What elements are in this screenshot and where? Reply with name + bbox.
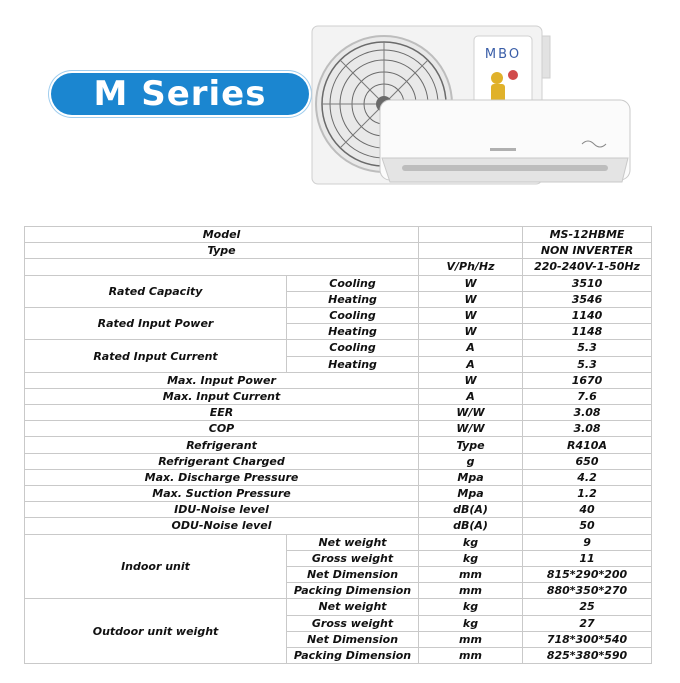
unit-cell: kg [419,550,523,566]
product-image [300,20,640,195]
unit-cell: kg [419,534,523,550]
type-label: Type [25,243,419,259]
indoor-unit-label: Indoor unit [25,534,287,599]
rated-capacity-label: Rated Capacity [25,275,287,307]
series-title: M Series [51,73,309,115]
mode-cell: Heating [287,324,419,340]
table-row [25,421,652,437]
value-cell: 3.08 [523,421,652,437]
value-cell: 650 [523,453,652,469]
value-cell: 7.6 [523,388,652,404]
value-cell: 4.2 [523,469,652,485]
rated-input-power-label: Rated Input Power [25,307,287,339]
table-row [25,307,652,323]
unit-cell: W [419,372,523,388]
value-cell: 1148 [523,324,652,340]
unit-cell: W/W [419,405,523,421]
table-row [25,502,652,518]
spec-label: COP [25,421,419,437]
item-cell: Packing Dimension [287,647,419,663]
value-cell: 5.3 [523,340,652,356]
value-cell: 3510 [523,275,652,291]
value-cell: 825*380*590 [523,647,652,663]
table-row [25,372,652,388]
value-cell: 3546 [523,291,652,307]
unit-cell: A [419,340,523,356]
unit-cell: g [419,453,523,469]
value-cell: 1.2 [523,486,652,502]
value-cell: 5.3 [523,356,652,372]
mode-cell: Heating [287,291,419,307]
mode-cell: Cooling [287,307,419,323]
spec-label: Refrigerant [25,437,419,453]
spec-table [24,226,652,664]
power-supply-value: 220-240V-1-50Hz [523,259,652,275]
spec-label: ODU-Noise level [25,518,419,534]
empty-cell [419,243,523,259]
table-row [25,534,652,550]
value-cell: 1140 [523,307,652,323]
unit-cell: Type [419,437,523,453]
unit-cell: Mpa [419,469,523,485]
spec-label: EER [25,405,419,421]
unit-cell: kg [419,615,523,631]
table-row [25,275,652,291]
spec-label: Max. Suction Pressure [25,486,419,502]
table-row [25,469,652,485]
value-cell: 1670 [523,372,652,388]
unit-cell: W [419,307,523,323]
value-cell: 9 [523,534,652,550]
unit-cell: W [419,275,523,291]
value-cell: 11 [523,550,652,566]
unit-cell: A [419,356,523,372]
mode-cell: Heating [287,356,419,372]
spec-label: IDU-Noise level [25,502,419,518]
unit-cell: dB(A) [419,502,523,518]
unit-cell: W [419,291,523,307]
value-cell: R410A [523,437,652,453]
item-cell: Gross weight [287,550,419,566]
unit-cell: A [419,388,523,404]
unit-cell: mm [419,631,523,647]
outdoor-unit-label: Outdoor unit weight [25,599,287,664]
table-row [25,227,652,243]
table-row [25,259,652,275]
table-row [25,518,652,534]
value-cell: 27 [523,615,652,631]
unit-cell: W/W [419,421,523,437]
model-label: Model [25,227,419,243]
type-value: NON INVERTER [523,243,652,259]
table-row [25,243,652,259]
item-cell: Net Dimension [287,631,419,647]
mode-cell: Cooling [287,275,419,291]
unit-cell: mm [419,583,523,599]
unit-cell: kg [419,599,523,615]
table-row [25,453,652,469]
unit-cell: dB(A) [419,518,523,534]
empty-cell [25,259,419,275]
unit-cell: Mpa [419,486,523,502]
indoor-unit-illustration [380,100,630,182]
unit-cell: mm [419,647,523,663]
model-value: MS-12HBME [523,227,652,243]
brand-logo: MBO [484,47,522,62]
value-cell: 25 [523,599,652,615]
table-row [25,486,652,502]
table-row [25,599,652,615]
item-cell: Packing Dimension [287,583,419,599]
item-cell: Net weight [287,534,419,550]
power-supply-unit: V/Ph/Hz [419,259,523,275]
spec-label: Refrigerant Charged [25,453,419,469]
spec-label: Max. Input Power [25,372,419,388]
value-cell: 3.08 [523,405,652,421]
table-row [25,340,652,356]
empty-cell [419,227,523,243]
spec-label: Max. Input Current [25,388,419,404]
item-cell: Net Dimension [287,566,419,582]
value-cell: 880*350*270 [523,583,652,599]
value-cell: 718*300*540 [523,631,652,647]
unit-cell: W [419,324,523,340]
table-row [25,405,652,421]
unit-cell: mm [419,566,523,582]
item-cell: Gross weight [287,615,419,631]
item-cell: Net weight [287,599,419,615]
value-cell: 40 [523,502,652,518]
value-cell: 815*290*200 [523,566,652,582]
table-row [25,388,652,404]
value-cell: 50 [523,518,652,534]
spec-label: Max. Discharge Pressure [25,469,419,485]
table-row [25,437,652,453]
mode-cell: Cooling [287,340,419,356]
rated-input-current-label: Rated Input Current [25,340,287,372]
